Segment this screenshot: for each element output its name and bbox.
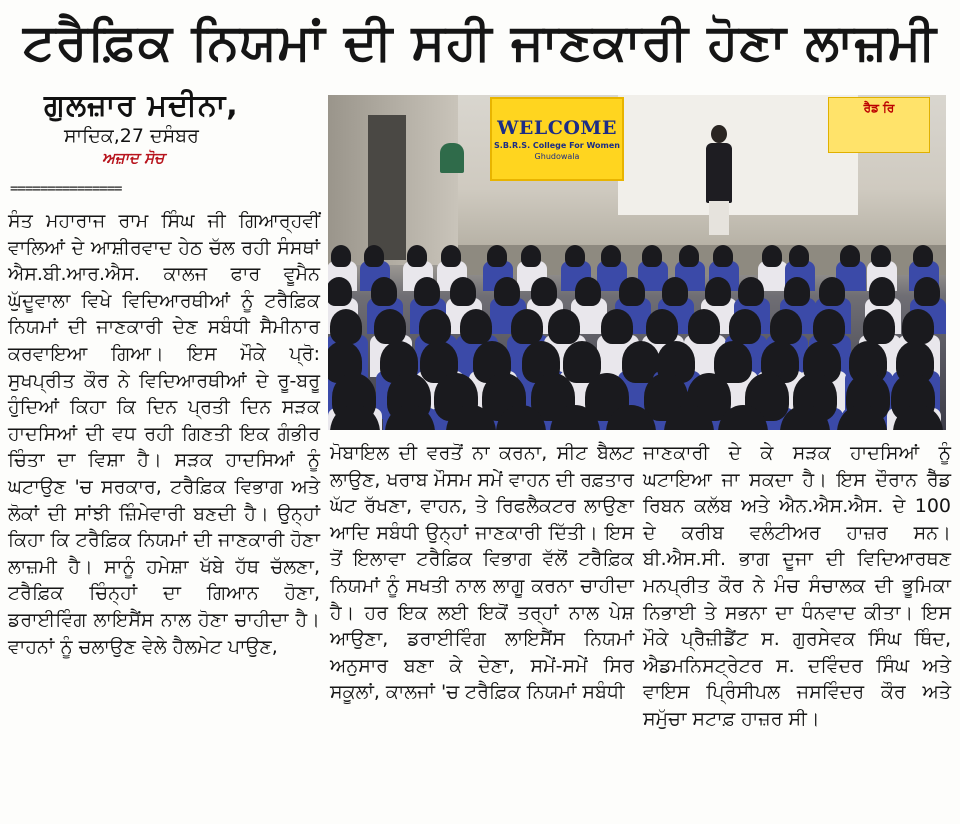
welcome-banner [490,97,624,181]
headline: ਟਰੈਫ਼ਿਕ ਨਿਯਮਾਂ ਦੀ ਸਹੀ ਜਾਣਕਾਰੀ ਹੋਣਾ ਲਾਜ਼ਮੀ [23,12,937,71]
audience-head [646,309,678,344]
audience-head [407,245,427,267]
article-column-3: ਜਾਣਕਾਰੀ ਦੇ ਕੇ ਸੜਕ ਹਾਦਸਿਆਂ ਨੂੰ ਘਟਾਇਆ ਜਾ ਸਕਦਾ ਹੈ। ਇਸ ਦੌਰਾਨ ਰੈੱਡ ਰਿਬਨ ਕਲੱਬ ਅਤੇ ਐਨ.ਐਸ.ਐਸ. ਦੇ 100 ਦੇ ਕਰੀਬ ਵਲੰਟੀਅਰ ਹਾਜ਼ਰ ਸਨ। ਬੀ.ਐਸ.ਸੀ. ਭਾਗ ਦੂਜਾ ਦੀ ਵਿਦਿਆਰਥਣ ਮਨਪ੍ਰੀਤ ਕੌਰ ਨੇ ਮੰਚ ਸੰਚਾਲਕ ਦੀ ਭੂਮਿਕਾ ਨਿਭਾਈ ਤੇ ਸਭਨਾ ਦਾ ਧੰਨਵਾਦ ਕੀਤਾ। ਇਸ ਮੌਕੇ ਪ੍ਰੈਜ਼ੀਡੈਂਟ ਸ. ਗੁਰਸੇਵਕ ਸਿੰਘ ਥਿੰਦ, ਐਡਮਨਿਸਟ੍ਰੇਟਰ ਸ. ਦਵਿੰਦਰ ਸਿੰਘ ਅਤੇ ਵਾਇਸ ਪ੍ਰਿੰਸੀਪਲ ਜਸਵਿੰਦਰ ਕੌਰ ਅਤੇ ਸਮੁੱਚਾ ਸਟਾਫ਼ ਹਾਜ਼ਰ ਸੀ। [643,442,951,730]
byline [44,88,304,167]
audience-head [679,245,699,267]
audience-head [869,277,895,306]
audience-head [521,245,541,267]
audience-head [531,277,557,306]
audience-head [450,277,476,306]
audience-head [330,309,362,344]
audience-head [331,245,351,267]
audience-head [487,245,507,267]
audience-head [738,277,764,306]
separator-rule: =============== [10,181,122,197]
audience-head [871,245,891,267]
audience-head [762,245,782,267]
audience-head [913,245,933,267]
audience-head [575,277,601,306]
audience-head [662,277,688,306]
audience-head [601,309,633,344]
audience-head [441,245,461,267]
audience-head [371,277,397,306]
audience-head [863,309,895,344]
dateline: ਸਾਦਿਕ,27 ਦਸੰਬਰ [64,125,199,147]
banner-college: S.B.R.S. College For Women [494,141,620,150]
audience-head [784,277,810,306]
article-photo [328,95,946,430]
audience-head [601,245,621,267]
banner-title: WELCOME [497,117,617,139]
reporter-name: ਗੁਲਜ਼ਾਰ ਮਦੀਨਾ, [44,88,239,123]
audience-head [789,245,809,267]
audience-head [565,245,585,267]
newspaper-logo: ਅਜ਼ਾਦ ਸੋਚ [102,149,165,167]
audience-head [374,309,406,344]
audience-head [705,277,731,306]
audience-head [494,277,520,306]
audience-head [813,309,845,344]
audience-head [414,277,440,306]
speaker-head [711,125,727,143]
audience-head [713,245,733,267]
audience-head [364,245,384,267]
audience-crowd [328,235,946,430]
red-ribbon-banner: ਰੈਡ ਰਿ [828,97,930,153]
audience-head [460,309,492,344]
audience-head [642,245,662,267]
audience-head [729,309,761,344]
speaker-body [706,143,732,203]
audience-head [840,245,860,267]
audience-head [819,277,845,306]
audience-head [419,309,451,344]
audience-head [914,277,940,306]
photo-screen [618,95,858,215]
audience-head [770,309,802,344]
banner-place: Ghudowala [534,152,580,161]
audience-head [511,309,543,344]
audience-head [902,309,934,344]
audience-head [328,277,352,306]
article-column-1: ਸੰਤ ਮਹਾਰਾਜ ਰਾਮ ਸਿੰਘ ਜੀ ਗਿਆਰ੍ਹਵੀਂ ਵਾਲਿਆਂ ਦੇ ਆਸ਼ੀਰਵਾਦ ਹੇਠ ਚੱਲ ਰਹੀ ਸੰਸਥਾਂ ਐਸ.ਬੀ.ਆਰ.ਐਸ. ਕਾਲਜ ਫਾਰ ਵੂਮੈਨ ਘੁੱਦੂਵਾਲਾ ਵਿਖੇ ਵਿਦਿਆਰਥੀਆਂ ਨੂੰ ਟਰੈਫ਼ਿਕ ਨਿਯਮਾਂ ਦੀ ਜਾਣਕਾਰੀ ਦੇਣ ਸਬੰਧੀ ਸੈਮੀਨਾਰ ਕਰਵਾਇਆ ਗਿਆ। ਇਸ ਮੌਕੇ ਪ੍ਰੋ: ਸੁਖਪ੍ਰੀਤ ਕੌਰ ਨੇ ਵਿਦਿਆਰਥੀਆਂ ਦੇ ਰੂ-ਬਰੂ ਹੁੰਦਿਆਂ ਕਿਹਾ ਕਿ ਦਿਨ ਪ੍ਰਤੀ ਦਿਨ ਸੜਕ ਹਾਦਸਿਆਂ ਦੀ ਵਧ ਰਹੀ ਗਿਣਤੀ ਇਕ ਗੰਭੀਰ ਚਿੰਤਾ ਦਾ ਵਿਸ਼ਾ ਹੈ। ਸੜਕ ਹਾਦਸਿਆਂ ਨੂੰ ਘਟਾਉਣ 'ਚ ਸਰਕਾਰ, ਟਰੈਫ਼ਿਕ ਵਿਭਾਗ ਅਤੇ ਲੋਕਾਂ ਦੀ ਸਾਂਝੀ ਜ਼ਿੰਮੇਵਾਰੀ ਬਣਦੀ ਹੈ। ਉਨ੍ਹਾਂ ਕਿਹਾ ਕਿ ਟਰੈਫ਼ਿਕ ਨਿਯਮਾਂ ਦੀ ਜਾਣਕਾਰੀ ਹੋਣਾ ਲਾਜ਼ਮੀ ਹੈ। ਸਾਨੂੰ ਹਮੇਸ਼ਾ ਖੱਬੇ ਹੱਥ ਚੱਲਣਾ, ਟਰੈਫ਼ਿਕ ਚਿੰਨ੍ਹਾਂ ਦਾ ਗਿਆਨ ਹੋਣਾ, ਡਰਾਈਵਿੰਗ ਲਾਇਸੈਂਸ ਨਾਲ ਹੋਣਾ ਚਾਹੀਦਾ ਹੈ। ਵਾਹਨਾਂ ਨੂੰ ਚਲਾਉਣ ਵੇਲੇ ਹੈਲਮੇਟ ਪਾਉਣ, [8,210,320,658]
audience-head [619,277,645,306]
article-column-2: ਮੋਬਾਇਲ ਦੀ ਵਰਤੋਂ ਨਾ ਕਰਨਾ, ਸੀਟ ਬੈਲਟ ਲਾਉਣ, ਖਰਾਬ ਮੌਸਮ ਸਮੇਂ ਵਾਹਨ ਦੀ ਰਫ਼ਤਾਰ ਘੱਟ ਰੱਖਣਾ, ਵਾਹਨ, ਤੇ ਰਿਫਲੈਕਟਰ ਲਾਉਣਾ ਆਦਿ ਸਬੰਧੀ ਉਨ੍ਹਾਂ ਜਾਣਕਾਰੀ ਦਿੱਤੀ। ਇਸ ਤੋਂ ਇਲਾਵਾ ਟਰੈਫ਼ਿਕ ਵਿਭਾਗ ਵੱਲੋਂ ਟਰੈਫ਼ਿਕ ਨਿਯਮਾਂ ਨੂੰ ਸਖਤੀ ਨਾਲ ਲਾਗੂ ਕਰਨਾ ਚਾਹੀਦਾ ਹੈ। ਹਰ ਇਕ ਲਈ ਇਕੋਂ ਤਰ੍ਹਾਂ ਨਾਲ ਪੇਸ਼ ਆਉਣਾ, ਡਰਾਈਵਿੰਗ ਲਾਇਸੈਂਸ ਨਿਯਮਾਂ ਅਨੁਸਾਰ ਬਣਾ ਕੇ ਦੇਣਾ, ਸਮੇਂ-ਸਮੇਂ ਸਿਰ ਸਕੂਲਾਂ, ਕਾਲਜਾਂ 'ਚ ਟਰੈਫ਼ਿਕ ਨਿਯਮਾਂ ਸਬੰਧੀ [330,442,634,704]
audience-head [688,309,720,344]
speaker-legs [709,201,729,235]
speaker-figure [706,125,732,235]
seated-person [440,143,464,173]
audience-head [548,309,580,344]
